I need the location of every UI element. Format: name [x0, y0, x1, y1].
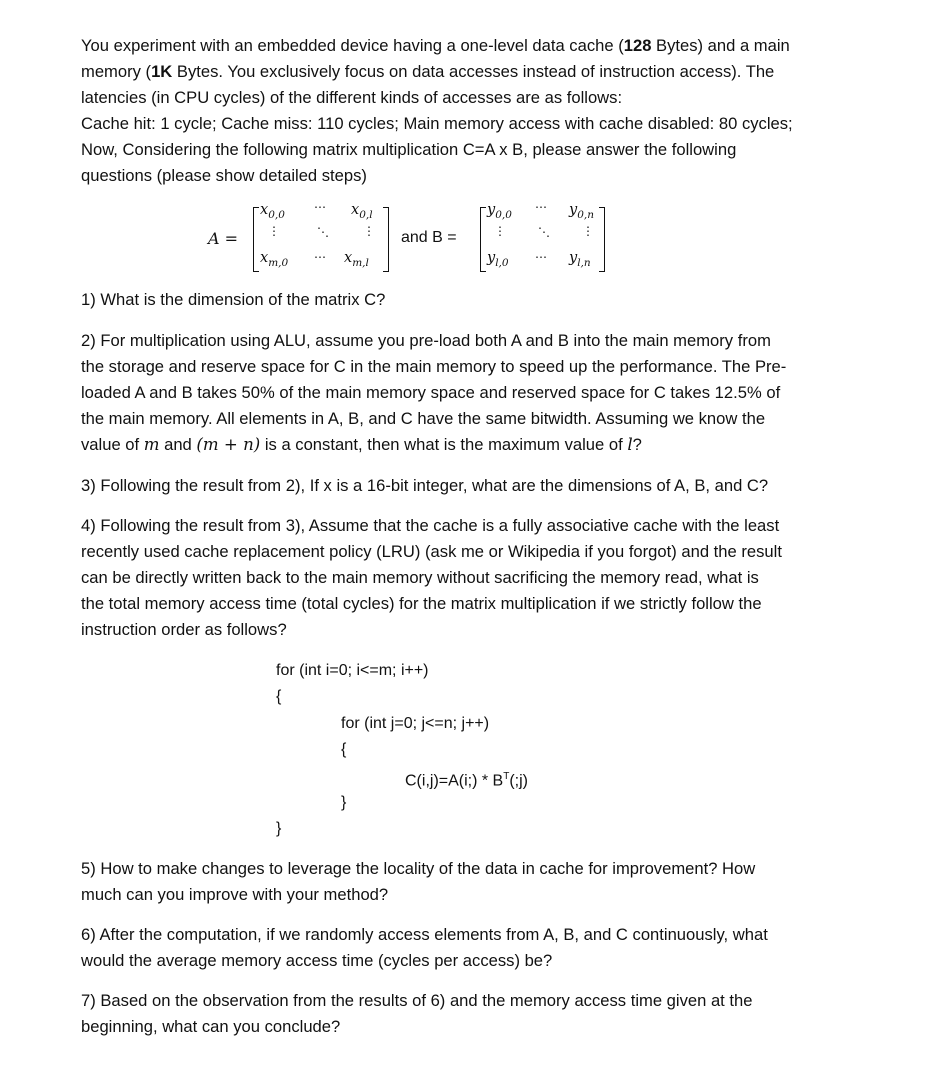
question-text: is a constant, then what is the maximum value of	[260, 435, 628, 454]
intro-text: Bytes. You exclusively focus on data accesses instead of instruction access). The	[172, 62, 775, 81]
code-statement: C(i,j)=A(i;) * $B^T(;j)$	[405, 771, 528, 790]
intro-line-5: Now, Considering the following matrix multiplication C=A x B, please answer the following	[81, 140, 737, 159]
intro-line-6: questions (please show detailed steps)	[81, 166, 367, 185]
question-4-line-5: instruction order as follows?	[81, 620, 287, 639]
question-7-line-2: beginning, what can you conclude?	[81, 1017, 341, 1036]
question-4-line-3: can be directly written back to the main memory without sacrificing the memory read, what is	[81, 568, 759, 587]
cache-size-value: 128	[623, 36, 652, 55]
matrix-a-cell-bottom-left: $x_{m,0}$	[260, 250, 289, 269]
question-4-line-1: 4) Following the result from 3), Assume that the cache is a fully associative cache with the least	[81, 516, 780, 535]
matrix-b-cell-bottom-right: $y_{l,n}$	[569, 250, 591, 269]
code-outer-for: for (int i=0; i<=m; i++)	[276, 662, 429, 679]
intro-line-2	[81, 59, 871, 85]
matrix-b-vdots-right: ⋮	[582, 224, 594, 238]
question-3: 3) Following the result from 2), If x is a 16-bit integer, what are the dimensions of A, B, and C?	[81, 476, 769, 495]
matrix-b-cell-bottom-left: $y_{l,0}$	[487, 250, 509, 269]
question-6-line-2: would the average memory access time (cycles per access) be?	[81, 951, 553, 970]
question-7-line-1: 7) Based on the observation from the results of 6) and the memory access time given at the	[81, 991, 753, 1010]
matrix-b-vdots-left: ⋮	[494, 224, 506, 238]
intro-line-3: latencies (in CPU cycles) of the different kinds of accesses are as follows:	[81, 88, 623, 107]
math-m: m	[143, 435, 160, 454]
question-5-line-1: 5) How to make changes to leverage the locality of the data in cache for improvement? How	[81, 859, 756, 878]
math-l: l	[627, 435, 633, 454]
intro-text: Bytes) and a main	[651, 36, 790, 55]
matrix-b-hdots-top: ⋯	[535, 200, 547, 214]
math-m-plus-n: (m + n)	[196, 435, 261, 454]
code-inner-close-brace: }	[341, 794, 347, 811]
memory-size-value: 1K	[151, 62, 173, 81]
intro-text: memory (	[81, 62, 152, 81]
question-2-line-2: the storage and reserve space for C in the main memory to speed up the performance. The Pre-	[81, 357, 787, 376]
matrix-a-cell-top-left: $x_{0,0}$	[260, 202, 285, 221]
matrix-a-hdots-top: ⋯	[314, 200, 326, 214]
question-2-line-3: loaded A and B takes 50% of the main memory space and reserved space for C takes 12.5% of	[81, 383, 781, 402]
matrix-a-vdots-right: ⋮	[363, 224, 375, 238]
question-4-line-2: recently used cache replacement policy (LRU) (ask me or Wikipedia if you forgot) and the result	[81, 542, 782, 561]
code-outer-close-brace: }	[276, 820, 282, 837]
matrix-b-ddots: ⋱	[538, 225, 550, 239]
question-2-line-5	[81, 432, 871, 458]
question-text: value of	[81, 435, 144, 454]
code-outer-open-brace: {	[276, 688, 282, 705]
question-6-line-1: 6) After the computation, if we randomly access elements from A, B, and C continuously, what	[81, 925, 768, 944]
matrix-b-cell-top-right: $y_{0,n}$	[569, 202, 594, 221]
question-2-line-1: 2) For multiplication using ALU, assume you pre-load both A and B into the main memory from	[81, 331, 771, 350]
question-2-line-4: the main memory. All elements in A, B, and C have the same bitwidth. Assuming we know the	[81, 409, 766, 428]
code-inner-for: for (int j=0; j<=n; j++)	[341, 715, 490, 732]
intro-text: You experiment with an embedded device having a one-level data cache (	[81, 36, 624, 55]
matrix-b-left-bracket	[480, 207, 486, 272]
matrix-a-cell-bottom-right: $x_{m,l}$	[344, 250, 369, 269]
matrix-b-right-bracket	[599, 207, 605, 272]
matrix-b-cell-top-left: $y_{0,0}$	[487, 202, 512, 221]
matrix-a-ddots: ⋱	[317, 225, 329, 239]
question-4-line-4: the total memory access time (total cycles) for the matrix multiplication if we strictly follow the	[81, 594, 762, 613]
matrix-a-vdots-left: ⋮	[268, 224, 280, 238]
matrix-definitions	[0, 200, 944, 275]
question-text: and	[159, 435, 197, 454]
matrix-a-right-bracket	[383, 207, 389, 272]
intro-line-4: Cache hit: 1 cycle; Cache miss: 110 cycles; Main memory access with cache disabled: 80 cycles;	[81, 114, 793, 133]
question-1: 1) What is the dimension of the matrix C?	[81, 290, 386, 309]
matrix-a-left-bracket	[253, 207, 259, 272]
code-inner-open-brace: {	[341, 741, 347, 758]
matrix-a-cell-top-right: $x_{0,l}$	[351, 202, 373, 221]
matrix-a-label: A =	[208, 229, 239, 248]
question-text: ?	[632, 435, 642, 454]
intro-line-1	[81, 33, 871, 59]
matrix-a-hdots-bottom: ⋯	[314, 250, 326, 264]
question-5-line-2: much can you improve with your method?	[81, 885, 389, 904]
matrix-b-label: and B =	[401, 229, 457, 246]
matrix-b-hdots-bottom: ⋯	[535, 250, 547, 264]
